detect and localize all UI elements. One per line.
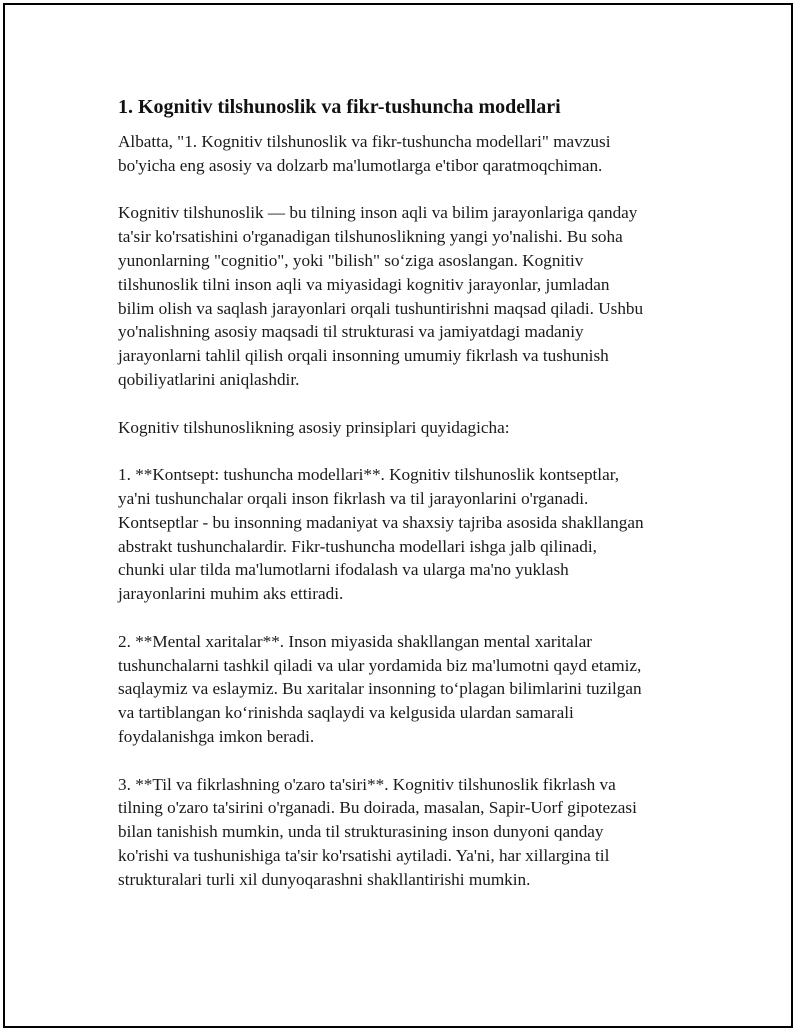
document-body [118, 94, 698, 915]
paragraph-principle-1: 1. **Kontsept: tushuncha modellari**. Kognitiv tilshunoslik kontseptlar, ya'ni tushunchalar orqali inson fikrlash va til jarayonlarini o'rganadi. Kontseptlar - bu insonning madaniyat va shaxsiy tajriba asosida shakllangan abstrakt tushunchalardir. Fikr-tushuncha modellari ishga jalb qilinadi, chunki ular tilda ma'lumotlarni ifodalash va ularga ma'no yuklash jarayonlarini muhim aks ettiradi. [118, 465, 644, 604]
paragraph-principle-3: 3. **Til va fikrlashning o'zaro ta'siri**. Kognitiv tilshunoslik fikrlash va tilning o'zaro ta'sirini o'rganadi. Bu doirada, masalan, Sapir-Uorf gipotezasi bilan tanishish mumkin, unda til strukturasining inson dunyoni qanday ko'rishi va tushunishiga ta'sir ko'rsatishi aytiladi. Ya'ni, har xillargina til strukturalari turli xil dunyoqarashni shakllantirishi mumkin. [118, 774, 637, 889]
paragraph-intro: Albatta, "1. Kognitiv tilshunoslik va fikr-tushuncha modellari" mavzusi bo'yicha eng asosiy va dolzarb ma'lumotlarga e'tibor qaratmoqchiman. [118, 132, 611, 175]
document-title: 1. Kognitiv tilshunoslik va fikr-tushuncha modellari [118, 96, 561, 118]
paragraph-definition: Kognitiv tilshunoslik — bu tilning inson aqli va bilim jarayonlariga qanday ta'sir ko'rsatishini o'rganadigan tilshunoslikning yangi yo'nalishi. Bu soha yunonlarning "cognitio", yoki "bilish" so‘ziga asoslangan. Kognitiv tilshunoslik tilni inson aqli va miyasidagi kognitiv jarayonlar, jumladan bilim olish va saqlash jarayonlari orqali tushuntirishni maqsad qiladi. Ushbu yo'nalishning asosiy maqsadi til strukturasi va jamiyatdagi madaniy jarayonlarni tahlil qilish orqali insonning umumiy fikrlash va tushunish qobiliyatlarini aniqlashdir. [118, 203, 644, 389]
paragraph-principle-2: 2. **Mental xaritalar**. Inson miyasida shakllangan mental xaritalar tushunchalarni tashkil qiladi va ular yordamida biz ma'lumotni qayd etamiz, saqlaymiz va eslaymiz. Bu xaritalar insonning to‘plagan bilimlarini tuzilgan va tartiblangan ko‘rinishda saqlaydi va kelgusida ulardan samarali foydalanishga imkon beradi. [118, 631, 642, 746]
paragraph-principles-heading: Kognitiv tilshunoslikning asosiy prinsiplari quyidagicha: [118, 417, 510, 437]
